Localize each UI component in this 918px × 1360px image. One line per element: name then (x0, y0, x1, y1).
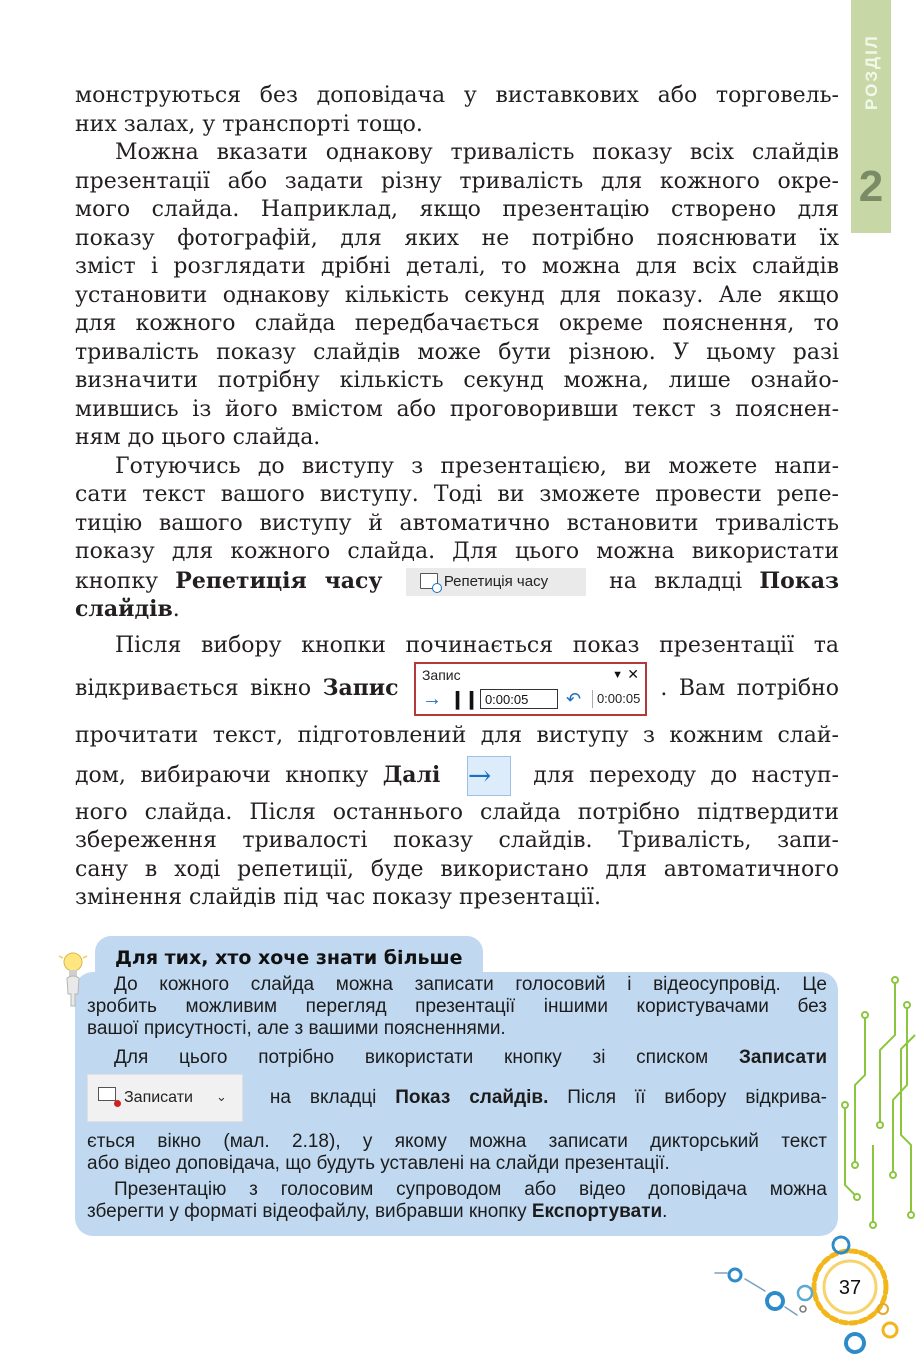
text-line: змінення слайдів під час показу презентації. (75, 885, 601, 910)
info-line: вашої присутності, але з вашими поясненнями. (87, 1018, 506, 1039)
bold-term: Запис (322, 675, 399, 701)
info-box-text (87, 974, 827, 1223)
chapter-label: РОЗДІЛ (862, 34, 881, 110)
text-fragment: на вкладці (269, 1087, 396, 1108)
info-line: зробить можливим перегляд презентації іншими користувачами без (87, 996, 827, 1017)
info-box-title: Для тих, хто хоче знати більше (115, 947, 463, 969)
text-line (75, 595, 839, 624)
main-text (75, 82, 839, 913)
info-line: або відео доповідача, що будуть уставлені на слайди презентації. (87, 1153, 670, 1174)
repeat-icon[interactable]: ↶ (565, 689, 582, 709)
chapter-number: 2 (858, 162, 884, 211)
text-line: тривалість показу слайдів може бути різною. У цьому разі (75, 339, 839, 365)
text-fragment: . Вам потрібно (660, 676, 839, 701)
slide-time-field[interactable]: 0:00:05 (480, 689, 558, 709)
lightbulb-icon (55, 948, 91, 1008)
text-line: мого слайда. Наприклад, якщо презентацію створено для (75, 197, 839, 222)
text-line: мившись із його вмістом або проговоривши текст з пояснен- (75, 396, 839, 422)
rehearse-timings-button[interactable] (406, 568, 586, 596)
circuit-decoration (835, 975, 918, 1245)
rehearse-timings-label: Репетиція часу (443, 572, 549, 590)
bold-term: Далі (382, 761, 441, 788)
text-line: сану в ході репетиції, буде використано для автоматичного (75, 856, 839, 882)
text-line: зміст і розглядати дрібні деталі, то можна для всіх слайдів (75, 254, 839, 279)
text-line: установити однакову кількість секунд для показу. Але якщо (75, 282, 839, 308)
record-icon (98, 1087, 116, 1101)
recording-toolbar-title: Запис (421, 667, 461, 683)
bold-term: Показ слайдів. (395, 1087, 549, 1108)
next-arrow-icon[interactable]: → (421, 688, 442, 710)
info-line (87, 1069, 827, 1127)
text-fragment: зберегти у форматі відеофайлу, вибравши кнопку (87, 1201, 532, 1222)
bold-term: Записати (739, 1047, 827, 1068)
bold-term: слайдів (75, 596, 173, 622)
info-line (87, 1201, 827, 1223)
text-line: Готуючись до виступу з презентацією, ви можете напи- (115, 453, 839, 479)
text-line: тицію вашого виступу й автоматично встановити тривалість (75, 510, 839, 536)
text-line: Після вибору кнопки починається показ презентації та (115, 632, 839, 658)
chapter-tab (851, 0, 891, 233)
text-line: показу для кожного слайда. Для цього можна використати (75, 539, 839, 564)
arrow-right-icon: → (467, 758, 492, 792)
text-line (75, 751, 839, 799)
record-button[interactable] (87, 1074, 243, 1122)
bold-term: Репетиція часу (175, 567, 383, 594)
gears-decoration (705, 1235, 918, 1360)
info-line: До кожного слайда можна записати голосовий і відеосупровід. Це (114, 974, 827, 995)
text-fragment: відкривається вікно (75, 676, 323, 701)
info-line: ється вікно (мал. 2.18), у якому можна записати дикторський текст (87, 1131, 827, 1152)
text-fragment: . (172, 597, 180, 622)
info-line (87, 1047, 827, 1069)
text-fragment: . (662, 1201, 668, 1222)
text-line: прочитати текст, підготовлений для виступу з кожним слай- (75, 723, 839, 748)
bold-term: Показ (759, 567, 840, 594)
text-fragment: Після її вибору відкрива- (548, 1087, 827, 1108)
text-line: монструються без доповідача у виставкових або торговель- (75, 83, 839, 108)
info-line: Презентацію з голосовим супроводом або відео доповідача можна (114, 1179, 827, 1200)
chevron-down-icon: ⌄ (216, 1088, 227, 1104)
text-fragment: для переходу до наступ- (533, 762, 839, 788)
text-line: них залах, у транспорті тощо. (75, 111, 423, 137)
text-line: сати текст вашого виступу. Тоді ви зможете провести репе- (75, 482, 839, 507)
bold-term: Експортувати (531, 1201, 663, 1222)
record-button-label: Записати (124, 1088, 193, 1106)
text-line: збереження тривалості показу слайдів. Тривалість, запи- (75, 828, 839, 853)
pause-icon[interactable]: ❙❙ (449, 689, 479, 709)
rehearse-timings-icon (420, 573, 438, 589)
text-fragment: Для цього потрібно використати кнопку зі списком (114, 1047, 740, 1068)
next-button[interactable] (467, 756, 511, 796)
total-time: 0:00:05 (592, 690, 640, 708)
text-line: для кожного слайда передбачається окреме пояснення, то (75, 311, 839, 336)
dropdown-icon[interactable]: ▼ (612, 669, 623, 681)
text-line (75, 660, 839, 716)
text-fragment: дом, вибираючи кнопку (75, 762, 383, 788)
text-line (75, 567, 839, 596)
text-line: показу фотографій, для яких не потрібно пояснювати їх (75, 225, 839, 251)
text-line: ням до цього слайда. (75, 425, 321, 450)
text-line: ного слайда. Після останнього слайда потрібно підтвердити (75, 799, 839, 825)
page-number: 37 (838, 1277, 862, 1299)
text-line: визначити потрібну кількість секунд можна, лише ознайо- (75, 368, 839, 393)
text-fragment: на вкладці (609, 568, 760, 594)
close-icon[interactable]: ✕ (627, 666, 639, 682)
recording-toolbar (414, 662, 647, 716)
text-fragment: кнопку (75, 568, 176, 594)
text-line: Можна вказати однакову тривалість показу всіх слайдів (115, 140, 839, 165)
text-line: презентації або задати різну тривалість для кожного окре- (75, 168, 839, 194)
